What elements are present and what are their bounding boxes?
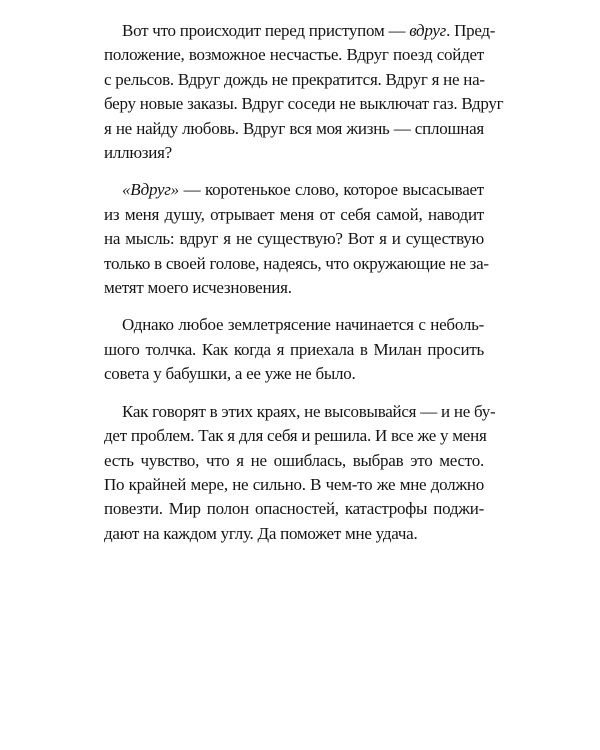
text-run: Как говорят в этих краях, не высовывайся — и не бу- bbox=[122, 401, 496, 421]
text-line bbox=[104, 362, 484, 386]
text-run: только в своей голове, надеясь, что окружающие не за- bbox=[104, 253, 489, 273]
text-run: беру новые заказы. Вдруг соседи не выключат газ. Вдруг bbox=[104, 94, 504, 114]
body-text bbox=[104, 19, 504, 546]
text-run: есть чувство, что я не ошиблась, выбрав это место. bbox=[104, 450, 484, 470]
paragraph-gap bbox=[104, 300, 484, 313]
text-line bbox=[104, 252, 489, 276]
paragraph-gap bbox=[104, 387, 484, 400]
paragraph bbox=[104, 19, 504, 165]
text-line bbox=[104, 449, 484, 473]
text-line bbox=[104, 276, 484, 300]
paragraph bbox=[104, 400, 496, 546]
text-run: Вот что происходит перед приступом — bbox=[122, 21, 410, 40]
text-run: с рельсов. Вдруг дождь не прекратится. Вдруг я не на- bbox=[104, 69, 485, 89]
text-run: иллюзия? bbox=[104, 143, 172, 163]
text-run: — коротенькое слово, которое высасывает bbox=[178, 180, 484, 200]
text-run: на мысль: вдруг я не существую? Вот я и существую bbox=[104, 229, 484, 249]
text-line bbox=[104, 68, 484, 92]
paragraph bbox=[104, 313, 484, 386]
text-run: шого толчка. Как когда я приехала в Милан просить bbox=[104, 339, 484, 359]
text-run: повезти. Мир полон опасностей, катастрофы поджи- bbox=[104, 499, 484, 519]
text-line bbox=[104, 19, 496, 43]
text-line bbox=[104, 92, 504, 116]
italic-text: «Вдруг» bbox=[122, 180, 179, 200]
text-line bbox=[104, 203, 484, 227]
text-run: совета у бабушки, а ее уже не было. bbox=[104, 364, 356, 384]
text-run: . Пред- bbox=[446, 21, 496, 40]
paragraph-gap bbox=[104, 165, 484, 178]
text-line bbox=[104, 141, 484, 165]
italic-text: вдруг bbox=[409, 21, 447, 40]
text-run: из меня душу, отрывает меня от себя самой, наводит bbox=[104, 204, 484, 224]
text-run: дет проблем. Так я для себя и решила. И все же у меня bbox=[104, 426, 487, 446]
text-run: дают на каждом углу. Да поможет мне удача. bbox=[104, 523, 418, 543]
text-line bbox=[104, 178, 484, 202]
text-run: По крайней мере, не сильно. В чем-то же мне должно bbox=[104, 474, 484, 494]
paragraph bbox=[104, 178, 489, 300]
text-line bbox=[104, 313, 484, 337]
text-line bbox=[104, 473, 484, 497]
text-line bbox=[104, 227, 484, 251]
text-run: положение, возможное несчастье. Вдруг поезд сойдет bbox=[104, 45, 484, 65]
text-line bbox=[104, 43, 484, 67]
text-line bbox=[104, 522, 484, 546]
text-line bbox=[104, 400, 496, 424]
text-run: метят моего исчезновения. bbox=[104, 278, 292, 298]
text-run: Однако любое землетрясение начинается с неболь- bbox=[122, 315, 484, 335]
text-line bbox=[104, 424, 487, 448]
text-line bbox=[104, 117, 484, 141]
text-run: я не найду любовь. Вдруг вся моя жизнь — сплошная bbox=[104, 118, 484, 138]
text-line bbox=[104, 338, 484, 362]
text-line bbox=[104, 497, 484, 521]
